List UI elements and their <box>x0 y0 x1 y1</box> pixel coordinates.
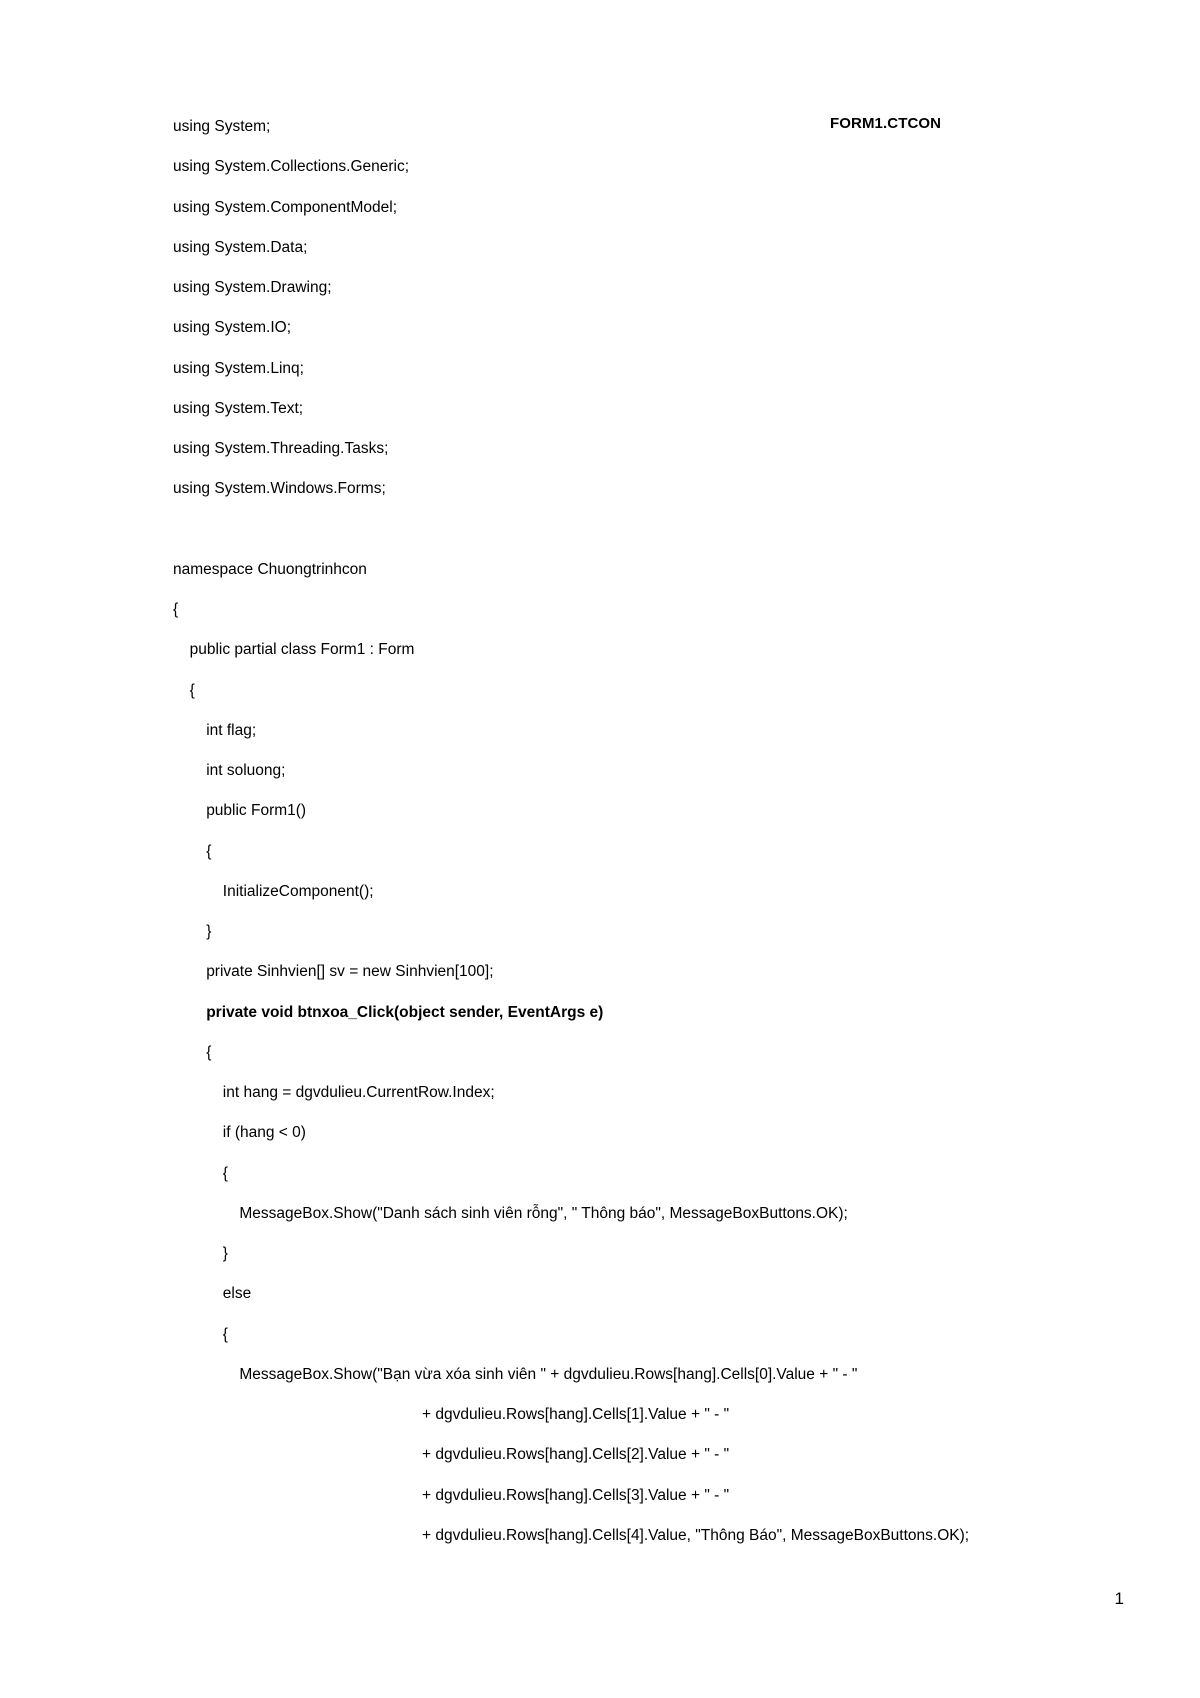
code-line: using System.Linq; <box>173 359 304 377</box>
code-line: + dgvdulieu.Rows[hang].Cells[4].Value, "Thông Báo", MessageBoxButtons.OK); <box>422 1526 970 1544</box>
code-line: public Form1() <box>206 802 307 820</box>
code-line: public partial class Form1 : Form <box>189 641 415 659</box>
code-line: using System.IO; <box>173 319 292 337</box>
code-line: { <box>189 681 195 699</box>
code-line: + dgvdulieu.Rows[hang].Cells[2].Value + " - " <box>422 1446 730 1464</box>
code-line <box>173 518 1173 558</box>
code-line: MessageBox.Show("Danh sách sinh viên rỗng", " Thông báo", MessageBoxButtons.OK); <box>239 1204 848 1222</box>
code-line: { <box>173 601 179 618</box>
code-line: + dgvdulieu.Rows[hang].Cells[3].Value + " - " <box>422 1486 730 1504</box>
code-line: { <box>206 842 212 860</box>
code-line: using System.Data; <box>173 238 308 256</box>
code-line: int flag; <box>206 721 257 739</box>
code-line: int hang = dgvdulieu.CurrentRow.Index; <box>222 1084 495 1101</box>
code-line: } <box>206 923 212 940</box>
code-line: int soluong; <box>206 762 286 779</box>
code-line: + dgvdulieu.Rows[hang].Cells[1].Value + " - " <box>422 1406 730 1423</box>
code-line: namespace Chuongtrinhcon <box>173 560 367 578</box>
code-line: using System.Threading.Tasks; <box>173 440 389 457</box>
code-line: else <box>222 1285 252 1303</box>
code-listing <box>173 115 1173 1564</box>
code-line: private Sinhvien[] sv = new Sinhvien[100]; <box>206 963 494 981</box>
page-number: 1 <box>1114 1589 1124 1608</box>
code-line: using System.Text; <box>173 399 304 417</box>
code-line: private void btnxoa_Click(object sender, EventArgs e) <box>206 1003 604 1021</box>
code-line: { <box>222 1325 228 1343</box>
code-line: using System.Collections.Generic; <box>173 158 410 176</box>
code-line: } <box>222 1245 228 1262</box>
code-line: using System; <box>173 118 271 135</box>
code-line: MessageBox.Show("Bạn vừa xóa sinh viên " + dgvdulieu.Rows[hang].Cells[0].Value + " - " <box>239 1365 858 1383</box>
code-line: { <box>222 1164 228 1182</box>
code-line: using System.ComponentModel; <box>173 198 398 216</box>
code-line: if (hang < 0) <box>222 1124 306 1142</box>
code-line: using System.Windows.Forms; <box>173 480 386 498</box>
document-header-title: FORM1.CTCON <box>830 115 942 132</box>
code-line: InitializeComponent(); <box>222 882 374 900</box>
code-line: using System.Drawing; <box>173 279 332 296</box>
code-line: { <box>206 1043 212 1061</box>
